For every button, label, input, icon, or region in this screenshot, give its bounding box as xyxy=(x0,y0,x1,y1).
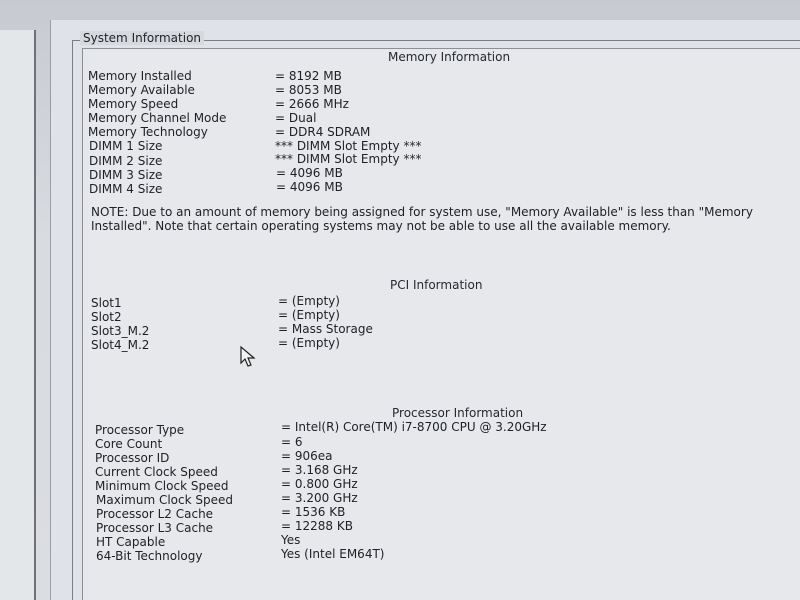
dimm-3-size-label: DIMM 3 Size xyxy=(89,168,163,182)
memory-available-label: Memory Available xyxy=(88,83,195,97)
processor-l2-cache-value: = 1536 KB xyxy=(281,505,346,519)
processor-l3-cache-value: = 12288 KB xyxy=(281,519,353,533)
maximum-clock-speed-value: = 3.200 GHz xyxy=(281,491,358,505)
current-clock-speed-label: Current Clock Speed xyxy=(95,465,218,479)
minimum-clock-speed-value: = 0.800 GHz xyxy=(281,477,358,491)
dimm-1-size-value: *** DIMM Slot Empty *** xyxy=(275,139,422,153)
processor-type-value: = Intel(R) Core(TM) i7-8700 CPU @ 3.20GHz xyxy=(281,420,547,434)
navigation-panel[interactable] xyxy=(0,30,36,600)
dimm-4-size-value: = 4096 MB xyxy=(276,180,343,194)
slot1-value: = (Empty) xyxy=(278,294,340,308)
slot2-label: Slot2 xyxy=(91,310,122,324)
processor-type-label: Processor Type xyxy=(95,423,185,437)
dimm-2-size-label: DIMM 2 Size xyxy=(89,154,163,168)
memory-note: NOTE: Due to an amount of memory being assigned for system use, "Memory Available" is less than "Memory Installed". Note that certain operating systems may not be able to use all the available memory. xyxy=(91,205,753,233)
dimm-1-size-label: DIMM 1 Size xyxy=(89,139,163,153)
processor-section-title: Processor Information xyxy=(392,406,524,420)
memory-channel-mode-label: Memory Channel Mode xyxy=(88,111,227,125)
core-count-value: = 6 xyxy=(281,435,303,449)
processor-id-label: Processor ID xyxy=(95,451,170,465)
mouse-pointer-icon xyxy=(240,346,258,368)
memory-speed-value: = 2666 MHz xyxy=(275,97,349,111)
slot4-m2-label: Slot4_M.2 xyxy=(91,338,150,352)
core-count-label: Core Count xyxy=(95,437,163,451)
memory-installed-value: = 8192 MB xyxy=(275,69,342,83)
memory-section-title: Memory Information xyxy=(388,50,511,64)
maximum-clock-speed-label: Maximum Clock Speed xyxy=(96,493,233,507)
slot3-m2-value: = Mass Storage xyxy=(278,322,373,336)
processor-l2-cache-label: Processor L2 Cache xyxy=(96,507,214,521)
64-bit-technology-value: Yes (Intel EM64T) xyxy=(281,547,385,561)
ht-capable-label: HT Capable xyxy=(96,535,166,549)
slot1-label: Slot1 xyxy=(91,296,122,310)
memory-available-value: = 8053 MB xyxy=(275,83,342,97)
group-title: System Information xyxy=(80,31,204,45)
processor-l3-cache-label: Processor L3 Cache xyxy=(96,521,214,535)
ht-capable-value: Yes xyxy=(281,533,301,547)
memory-speed-label: Memory Speed xyxy=(88,97,179,111)
dimm-4-size-label: DIMM 4 Size xyxy=(89,182,163,196)
processor-id-value: = 906ea xyxy=(281,449,333,463)
memory-installed-label: Memory Installed xyxy=(88,69,192,83)
64-bit-technology-label: 64-Bit Technology xyxy=(96,549,203,563)
dimm-3-size-value: = 4096 MB xyxy=(276,166,343,180)
slot3-m2-label: Slot3_M.2 xyxy=(91,324,150,338)
pci-section-title: PCI Information xyxy=(390,278,483,292)
memory-channel-mode-value: = Dual xyxy=(275,111,317,125)
dimm-2-size-value: *** DIMM Slot Empty *** xyxy=(275,152,422,166)
memory-technology-label: Memory Technology xyxy=(88,125,208,139)
minimum-clock-speed-label: Minimum Clock Speed xyxy=(95,479,229,493)
current-clock-speed-value: = 3.168 GHz xyxy=(281,463,358,477)
slot2-value: = (Empty) xyxy=(278,308,340,322)
slot4-m2-value: = (Empty) xyxy=(278,336,340,350)
memory-technology-value: = DDR4 SDRAM xyxy=(275,125,371,139)
